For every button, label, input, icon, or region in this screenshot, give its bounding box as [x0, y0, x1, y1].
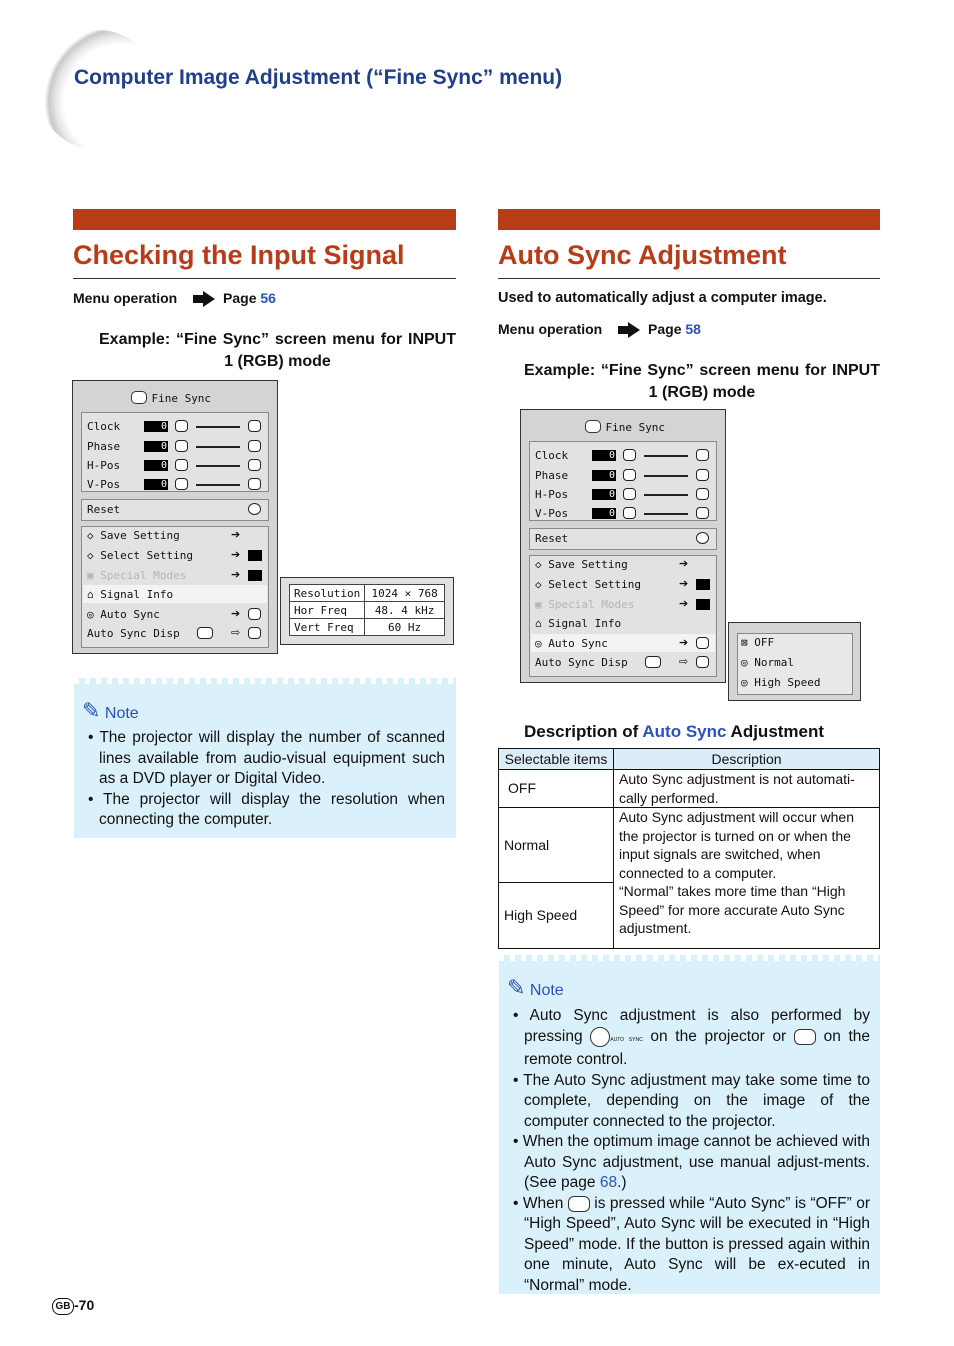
- pencil-icon: ✎: [507, 975, 526, 1000]
- column-header: Selectable items: [499, 749, 614, 770]
- clock-slider[interactable]: [196, 426, 240, 428]
- special-modes-icon: ▣: [87, 569, 101, 582]
- note-item: • Auto Sync adjustment is also performed by pressing AUTO SYNC on the projector or on the remote control.: [513, 1007, 871, 1069]
- vpos-slider[interactable]: [644, 513, 688, 515]
- note-item: • The projector will display the resolution when connecting the computer.: [88, 790, 446, 828]
- osd-row-hpos[interactable]: H-Pos: [535, 488, 569, 501]
- table-header-row: [499, 749, 880, 770]
- arrow-icon: ➔: [679, 578, 689, 590]
- description-title: Description of Auto Sync Adjustment: [524, 722, 825, 741]
- table-row: [499, 770, 880, 808]
- clock-icon: [696, 449, 709, 461]
- page-word: Page: [223, 290, 257, 306]
- osd-value-vpos: 0: [592, 508, 616, 519]
- menu-operation-label: Menu operation: [73, 290, 178, 306]
- note-border: [74, 678, 456, 684]
- osd-item-auto-sync[interactable]: ◎ Auto Sync: [87, 608, 160, 621]
- hpos-icon: [175, 459, 188, 471]
- auto-sync-off-icon: [248, 608, 261, 620]
- phase-icon: [248, 440, 261, 452]
- clock-icon: [248, 420, 261, 432]
- save-setting-icon: ◇: [87, 529, 101, 542]
- clock-icon: [623, 449, 636, 461]
- osd-item-special-modes[interactable]: ▣ Special Modes: [87, 569, 187, 582]
- arrow-icon: ➔: [231, 569, 241, 581]
- page-word: Page: [648, 321, 682, 337]
- osd-row-clock[interactable]: Clock: [87, 420, 121, 433]
- phase-slider[interactable]: [196, 446, 240, 448]
- table-row: [499, 882, 880, 948]
- osd-item-signal-info[interactable]: ⌂ Signal Info: [87, 588, 174, 601]
- phase-icon: [623, 469, 636, 481]
- fine-sync-osd-menu: [520, 409, 726, 683]
- arrow-right-icon: [628, 322, 640, 338]
- vpos-icon: [248, 478, 261, 490]
- submenu-option-off[interactable]: ⊠ OFF: [741, 636, 775, 649]
- note-box-right: [499, 955, 880, 1294]
- pencil-icon: ✎: [82, 698, 101, 723]
- osd-reset[interactable]: Reset: [535, 532, 569, 545]
- example-caption-left: Example: “Fine Sync” screen menu for INPUT 1 (RGB) mode: [99, 331, 456, 370]
- signal-info-value: 48. 4 kHz: [365, 602, 445, 619]
- signal-info-label: Vert Freq: [290, 619, 365, 636]
- hpos-icon: [248, 459, 261, 471]
- arrow-icon: ➔: [231, 529, 241, 541]
- osd-row-hpos[interactable]: H-Pos: [87, 459, 121, 472]
- vpos-icon: [696, 507, 709, 519]
- osd-value-vpos: 0: [144, 479, 168, 490]
- signal-info-box: [280, 577, 454, 645]
- signal-info-value: 60 Hz: [365, 619, 445, 636]
- submenu-option-high-speed[interactable]: ◎ High Speed: [741, 676, 821, 689]
- vpos-icon: [175, 478, 188, 490]
- table-cell-item: OFF: [499, 770, 614, 808]
- osd-row-phase[interactable]: Phase: [87, 440, 121, 453]
- signal-info-table: [289, 584, 445, 636]
- intro-text: Used to automatically adjust a computer image.: [498, 290, 827, 306]
- section-bar-left: [73, 209, 456, 230]
- save-setting-icon: ◇: [535, 558, 549, 571]
- osd-reset[interactable]: Reset: [87, 503, 121, 516]
- note-list: [88, 728, 445, 831]
- exit-icon: [197, 627, 213, 639]
- auto-sync-description-table: [498, 748, 880, 949]
- arrow-icon: ⇨: [679, 656, 689, 668]
- note-box-left: [74, 678, 456, 838]
- osd-value-clock: 0: [592, 450, 616, 461]
- phase-icon: [696, 469, 709, 481]
- auto-sync-submenu: [728, 622, 861, 701]
- arrow-right-icon: [203, 291, 215, 307]
- region-badge: GB: [52, 1298, 74, 1315]
- phase-icon: [175, 440, 188, 452]
- note-heading: ✎ Note: [507, 975, 564, 1000]
- vpos-icon: [623, 507, 636, 519]
- corner-decoration: [38, 30, 158, 150]
- osd-value-hpos: 0: [592, 489, 616, 500]
- submenu-option-normal[interactable]: ◎ Normal: [741, 656, 794, 669]
- menu-operation-left: [73, 290, 276, 307]
- remote-auto-sync-button-icon: [568, 1196, 590, 1212]
- osd-item-auto-sync-disp[interactable]: Auto Sync Disp: [535, 656, 628, 669]
- column-header: Description: [614, 749, 880, 770]
- table-cell-desc: Auto Sync adjustment will occur when the projector is turned on or when the input signals are switched, when connected to a computer.: [614, 808, 880, 883]
- select-setting-icon: ◇: [535, 578, 549, 591]
- note-item: • When the optimum image cannot be achieved with Auto Sync adjustment, use manual adjust-ments. (See page 68.): [513, 1133, 870, 1192]
- exit-icon: [645, 656, 661, 668]
- osd-item-auto-sync-disp[interactable]: Auto Sync Disp: [87, 627, 180, 640]
- page-link[interactable]: 56: [260, 290, 276, 306]
- auto-sync-disp-icon: [248, 627, 261, 639]
- table-row: [290, 585, 445, 602]
- osd-item-signal-info[interactable]: ⌂ Signal Info: [535, 617, 622, 630]
- table-row: [499, 808, 880, 883]
- fine-sync-icon: [131, 391, 147, 404]
- black-box-icon: [248, 550, 262, 561]
- signal-info-value: 1024 × 768: [365, 585, 445, 602]
- arrow-icon: ➔: [231, 549, 241, 561]
- remote-auto-sync-button-icon: [794, 1029, 816, 1045]
- osd-row-vpos[interactable]: V-Pos: [535, 507, 569, 520]
- clock-slider[interactable]: [644, 455, 688, 457]
- note-heading: ✎ Note: [82, 698, 139, 723]
- section-title-auto-sync-adjustment: Auto Sync Adjustment: [498, 240, 787, 270]
- osd-item-save-setting[interactable]: ◇ Save Setting: [535, 558, 628, 571]
- osd-value-phase: 0: [592, 470, 616, 481]
- divider: [73, 278, 456, 279]
- table-cell-item: Normal: [499, 808, 614, 883]
- osd-value-clock: 0: [144, 421, 168, 432]
- arrow-icon: ➔: [679, 598, 689, 610]
- hpos-icon: [623, 488, 636, 500]
- osd-item-select-setting[interactable]: ◇ Select Setting: [535, 578, 641, 591]
- phase-slider[interactable]: [644, 475, 688, 477]
- note-item: • The projector will display the number of scanned lines available from audio-visual equipment such as a DVD player or Digital Video.: [88, 729, 446, 787]
- auto-sync-disp-icon: [696, 656, 709, 668]
- page-link[interactable]: 58: [685, 321, 701, 337]
- signal-info-icon: ⌂: [87, 588, 101, 601]
- osd-item-auto-sync[interactable]: ◎ Auto Sync: [535, 637, 608, 650]
- note-item: • The Auto Sync adjustment may take some time to complete, depending on the image of the computer connected to the projector.: [513, 1071, 870, 1130]
- signal-info-label: Hor Freq: [290, 602, 365, 619]
- menu-operation-right: [498, 321, 701, 338]
- fine-sync-osd-menu: [72, 380, 278, 654]
- vpos-slider[interactable]: [196, 484, 240, 486]
- signal-info-icon: ⌂: [535, 617, 549, 630]
- osd-row-phase[interactable]: Phase: [535, 469, 569, 482]
- osd-value-hpos: 0: [144, 460, 168, 471]
- note-item: • When is pressed while “Auto Sync” is “OFF” or “High Speed”, Auto Sync will be executed in “High Speed” mode. If the button is pressed again within one minute, Auto Sync will be ex-ecuted in “Normal” mode.: [513, 1194, 871, 1294]
- fine-sync-osd-title: Fine Sync: [585, 418, 665, 436]
- fine-sync-icon: [585, 420, 601, 433]
- osd-row-clock[interactable]: Clock: [535, 449, 569, 462]
- note-border: [499, 955, 880, 961]
- section-title-checking-input-signal: Checking the Input Signal: [73, 240, 405, 270]
- divider: [498, 278, 880, 279]
- auto-sync-normal-icon: ◎: [741, 656, 755, 669]
- table-cell-desc: Auto Sync adjustment is not automati-cally performed.: [614, 770, 880, 808]
- arrow-icon: ⇨: [231, 627, 241, 639]
- osd-item-special-modes[interactable]: ▣ Special Modes: [535, 598, 635, 611]
- table-row: [290, 619, 445, 636]
- black-box-icon: [248, 570, 262, 581]
- example-caption-right: Example: “Fine Sync” screen menu for INPUT 1 (RGB) mode: [524, 362, 880, 401]
- section-bar-right: [498, 209, 880, 230]
- page-number: GB -70: [52, 1297, 94, 1315]
- osd-row-vpos[interactable]: V-Pos: [87, 478, 121, 491]
- auto-sync-off-icon: [696, 637, 709, 649]
- auto-sync-icon: ◎: [87, 608, 101, 621]
- hpos-slider[interactable]: [644, 494, 688, 496]
- special-modes-icon: ▣: [535, 598, 549, 611]
- signal-info-label: Resolution: [290, 585, 365, 602]
- reset-icon: [696, 532, 709, 544]
- auto-sync-button-icon: [590, 1027, 610, 1047]
- table-cell-item: High Speed: [499, 882, 614, 948]
- hpos-slider[interactable]: [196, 465, 240, 467]
- arrow-icon: ➔: [231, 608, 241, 620]
- fine-sync-osd-title: Fine Sync: [131, 389, 211, 407]
- reset-icon: [248, 503, 261, 515]
- page-link[interactable]: 68: [599, 1174, 618, 1192]
- arrow-icon: ➔: [679, 558, 689, 570]
- auto-sync-off-icon: ⊠: [741, 636, 755, 649]
- arrow-icon: ➔: [679, 637, 689, 649]
- note-list: [513, 1006, 870, 1296]
- menu-operation-label: Menu operation: [498, 321, 603, 337]
- auto-sync-high-speed-icon: ◎: [741, 676, 755, 689]
- black-box-icon: [696, 579, 710, 590]
- select-setting-icon: ◇: [87, 549, 101, 562]
- page-header-title: Computer Image Adjustment (“Fine Sync” menu): [74, 66, 563, 89]
- osd-value-phase: 0: [144, 441, 168, 452]
- table-cell-desc: “Normal” takes more time than “High Speed” for more accurate Auto Sync adjustment.: [614, 882, 880, 948]
- black-box-icon: [696, 599, 710, 610]
- osd-item-save-setting[interactable]: ◇ Save Setting: [87, 529, 180, 542]
- hpos-icon: [696, 488, 709, 500]
- table-row: [290, 602, 445, 619]
- auto-sync-icon: ◎: [535, 637, 549, 650]
- osd-item-select-setting[interactable]: ◇ Select Setting: [87, 549, 193, 562]
- clock-icon: [175, 420, 188, 432]
